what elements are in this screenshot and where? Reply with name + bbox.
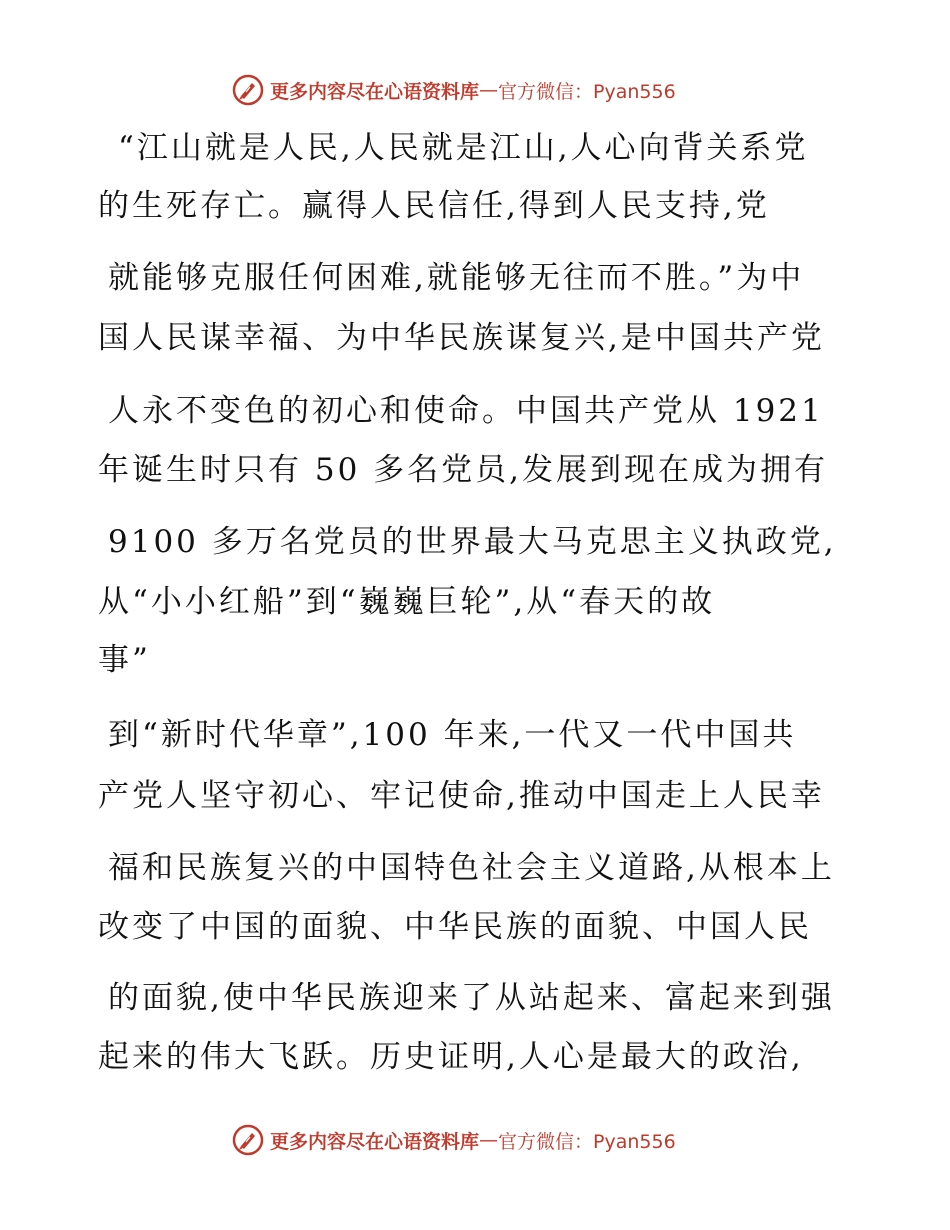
body-line: 起来的伟大飞跃。历史证明,人心是最大的政治,: [98, 1039, 804, 1075]
body-line: 的面貌,使中华民族迎来了从站起来、富起来到强: [108, 980, 835, 1016]
body-line: 到“新时代华章”,100 年来,一代又一代中国共: [108, 717, 797, 753]
body-line: 改变了中国的面貌、中华民族的面貌、中国人民: [98, 909, 812, 945]
body-line: 从“小小红船”到“巍巍巨轮”,从“春天的故: [98, 584, 716, 620]
body-line: 年诞生时只有 50 多名党员,发展到现在成为拥有: [98, 452, 829, 488]
header-banner: [232, 73, 676, 107]
quill-pen-logo-icon: [232, 74, 264, 106]
body-line: 的生死存亡。赢得人民信任,得到人民支持,党: [98, 188, 770, 224]
header-site-name: 更多内容尽在心语资料库: [270, 80, 480, 103]
body-line: 就能够克服任何困难,就能够无往而不胜。”为中: [108, 260, 805, 296]
body-line: 9100 多万名党员的世界最大马克思主义执政党,: [108, 524, 837, 560]
footer-banner: [232, 1123, 676, 1157]
footer-wechat-id: 官方微信：Pyan556: [498, 1130, 676, 1153]
body-line: 事”: [98, 642, 151, 678]
body-line: 国人民谋幸福、为中华民族谋复兴,是中国共产党: [98, 320, 825, 356]
header-dash: —: [479, 79, 499, 101]
body-line: 福和民族复兴的中国特色社会主义道路,从根本上: [108, 850, 835, 886]
footer-site-name: 更多内容尽在心语资料库: [270, 1130, 480, 1153]
footer-dash: —: [479, 1129, 499, 1151]
body-line: “江山就是人民,人民就是江山,人心向背关系党: [118, 130, 809, 166]
header-wechat-id: 官方微信：Pyan556: [498, 80, 676, 103]
body-line: 产党人坚守初心、牢记使命,推动中国走上人民幸: [98, 778, 825, 814]
quill-pen-logo-icon: [232, 1124, 264, 1156]
body-line: 人永不变色的初心和使命。中国共产党从 1921: [108, 393, 824, 429]
